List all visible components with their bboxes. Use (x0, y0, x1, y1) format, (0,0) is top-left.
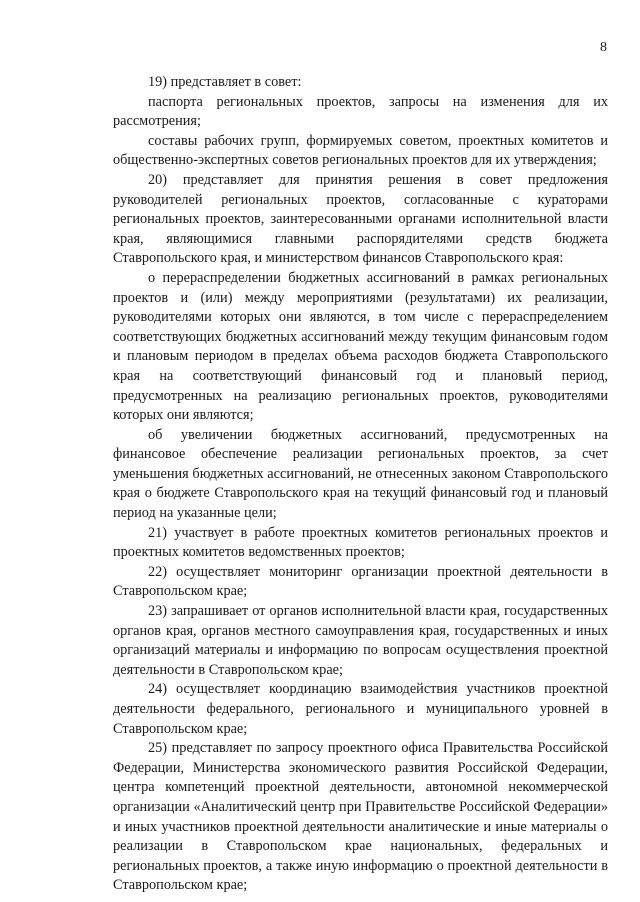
paragraph-21: 21) участвует в работе проектных комитетов региональных проектов и проектных комитетов ведомственных проектов; (113, 524, 608, 561)
paragraph-25: 25) представляет по запросу проектного офиса Правительства Российской Федерации, Министерства экономического развития Российской Федерации, центра компетенций проектной деятельности, автономной некоммерческой организации «Аналитический центр при Правительстве Российской Федерации» и иных участников проектной деятельности аналитические и иные материалы о реализации в Ставропольском крае национальных, федеральных и региональных проектов, а также иную информацию о проектной деятельности в Ставропольском крае; (113, 740, 608, 894)
paragraph-20-redistribution: о перераспределении бюджетных ассигнований в рамках региональных проектов и (или) между мероприятиями (результатами) их реализации, руководителями которых они являются, в том числе с перераспределением соответствующих бюджетных ассигнований между текущим финансовым годом и плановым периодом в пределах объема расходов бюджета Ставропольского края на соответствующий финансовый год и плановый период, предусмотренных на реализацию региональных проектов, руководителями которых они являются; (113, 269, 608, 424)
page-number: 8 (600, 40, 607, 55)
paragraph-19-passports: паспорта региональных проектов, запросы на изменения для их рассмотрения; (113, 93, 608, 130)
paragraph-22: 22) осуществляет мониторинг организации проектной деятельности в Ставропольском крае; (113, 563, 608, 600)
paragraph-23: 23) запрашивает от органов исполнительной власти края, государственных органов края, органов местного самоуправления края, государственных и иных организаций материалы и информацию по вопросам осуществления проектной деятельности в Ставропольском крае; (113, 603, 608, 678)
paragraph-24: 24) осуществляет координацию взаимодействия участников проектной деятельности федерального, регионального и муниципального уровней в Ставропольском крае; (113, 681, 608, 737)
paragraph-19: 19) представляет в совет: (148, 74, 302, 90)
document-body (113, 73, 608, 896)
paragraph-20: 20) представляет для принятия решения в совет предложения руководителей региональных проектов, согласованные с кураторами региональных проектов, заинтересованными органами исполнительной власти края, являющимися главными распорядителями средств бюджета Ставропольского края, и министерством финансов Ставропольского края: (113, 171, 608, 267)
paragraph-19-compositions: составы рабочих групп, формируемых советом, проектных комитетов и общественно-экспертных советов региональных проектов для их утверждения; (113, 132, 608, 169)
paragraph-20-increase: об увеличении бюджетных ассигнований, предусмотренных на финансовое обеспечение реализации региональных проектов, за счет уменьшения бюджетных ассигнований, не отнесенных законом Ставропольского края о бюджете Ставропольского края на текущий финансовый год и плановый период на указанные цели; (113, 426, 608, 522)
